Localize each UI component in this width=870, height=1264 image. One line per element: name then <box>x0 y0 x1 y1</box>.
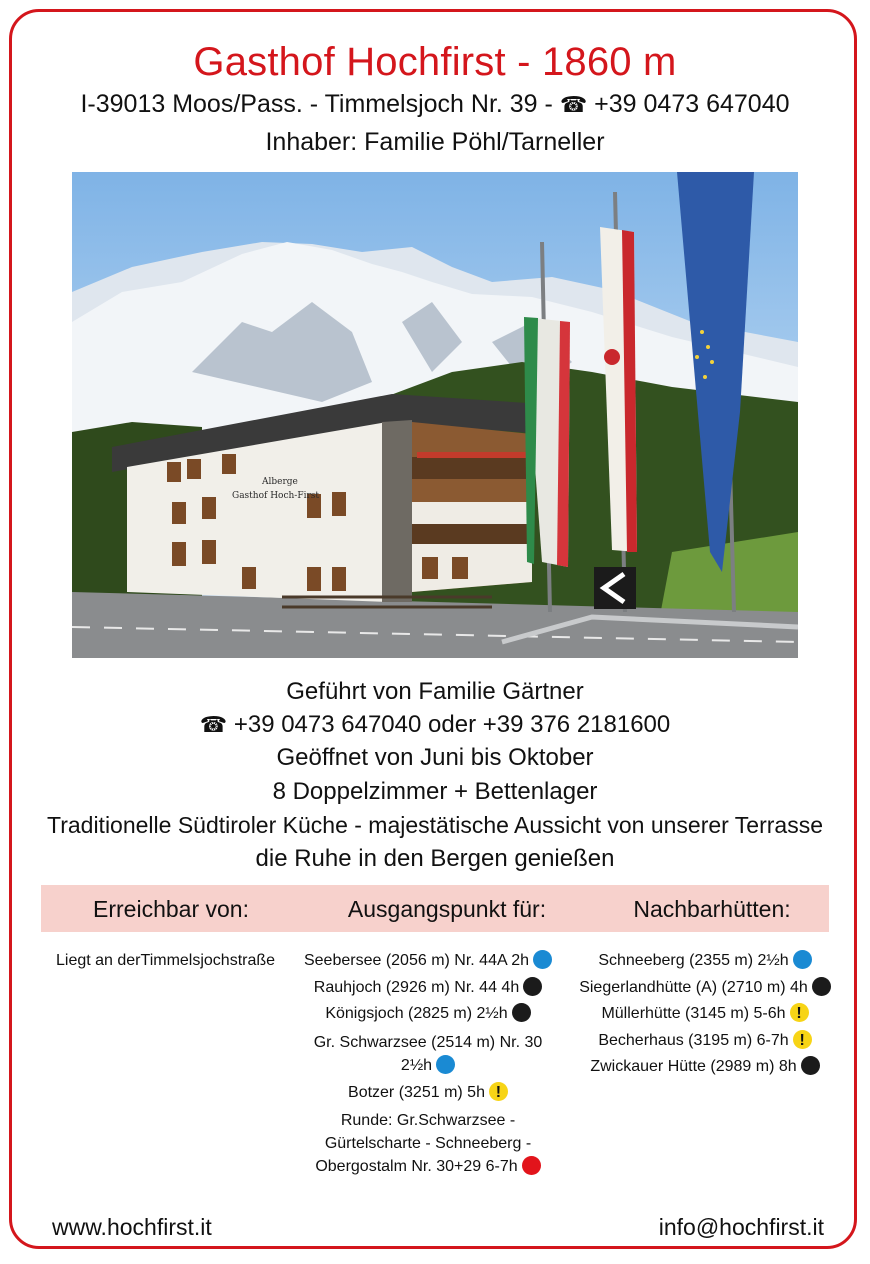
hut-text: Siegerlandhütte (A) (2710 m) 4h <box>579 978 808 996</box>
hut-item <box>570 1001 840 1028</box>
guesthouse-photo <box>72 172 798 658</box>
balcony-2 <box>412 524 532 544</box>
difficulty-black-icon <box>812 977 831 996</box>
huts-column <box>570 948 840 1081</box>
columns-header-band <box>41 885 829 932</box>
huts-header: Nachbarhütten: <box>633 896 791 922</box>
tour-item <box>300 1028 556 1080</box>
telephone-icon: ☎ <box>199 713 228 738</box>
difficulty-red-icon <box>522 1156 541 1175</box>
website-link[interactable]: www.hochfirst.it <box>52 1214 212 1240</box>
hut-item <box>570 1054 840 1081</box>
page-title: Gasthof Hochfirst - 1860 m <box>193 40 677 84</box>
tour-text: Rauhjoch (2926 m) Nr. 44 4h <box>313 978 520 996</box>
tour-item <box>300 1001 556 1028</box>
phone-text: +39 0473 647040 <box>594 90 790 118</box>
tour-text: Gr. Schwarzsee (2514 m) Nr. 30 2½h <box>313 1033 543 1074</box>
tour-item <box>300 948 556 975</box>
managed-by: Geführt von Familie Gärtner <box>286 678 584 705</box>
guesthouse-photo-illustration <box>72 172 798 658</box>
tour-text: Königsjoch (2825 m) 2½h <box>325 1005 508 1022</box>
house-stone <box>382 420 412 602</box>
hut-item <box>570 975 840 1002</box>
telephone-icon: ☎ <box>559 93 588 118</box>
hut-item <box>570 948 840 975</box>
opening-season: Geöffnet von Juni bis Oktober <box>276 744 594 771</box>
cuisine-info: Traditionelle Südtiroler Küche - majestätische Aussicht von unserer Terrasse <box>47 812 823 838</box>
difficulty-blue-icon <box>436 1055 455 1074</box>
difficulty-alpine-icon <box>489 1082 508 1101</box>
reach-column <box>56 948 275 975</box>
balcony-flowers <box>417 452 527 458</box>
tyrol-eagle <box>604 349 620 365</box>
difficulty-blue-icon <box>533 950 552 969</box>
address-line <box>0 90 870 119</box>
email-link[interactable]: info@hochfirst.it <box>658 1214 824 1240</box>
difficulty-black-icon <box>523 977 542 996</box>
reach-header: Erreichbar von: <box>93 896 249 922</box>
difficulty-alpine-icon <box>790 1003 809 1022</box>
start-column <box>300 948 556 1181</box>
owner-line: Inhaber: Familie Pöhl/Tarneller <box>265 128 605 156</box>
contact-phones-text: +39 0473 647040 oder +39 376 2181600 <box>233 711 671 738</box>
tour-item <box>300 1106 556 1181</box>
hut-text: Schneeberg (2355 m) 2½h <box>598 952 789 969</box>
difficulty-alpine-icon <box>793 1030 812 1049</box>
calm-info: die Ruhe in den Bergen genießen <box>255 845 615 872</box>
tour-item <box>300 1080 556 1107</box>
contact-phones <box>0 711 870 739</box>
house-sign-line1: Alberge <box>262 477 298 487</box>
tour-text: Runde: Gr.Schwarzsee - Gürtelscharte - Schneeberg - Obergostalm Nr. 30+29 6-7h <box>315 1112 532 1175</box>
reach-item: Liegt an derTimmelsjochstraße <box>56 952 276 969</box>
rooms-info: 8 Doppelzimmer + Bettenlager <box>272 778 598 805</box>
difficulty-black-icon <box>801 1056 820 1075</box>
difficulty-black-icon <box>512 1003 531 1022</box>
tour-item <box>300 975 556 1002</box>
house-sign-line2: Gasthof Hoch-First <box>232 491 320 501</box>
hut-text: Zwickauer Hütte (2989 m) 8h <box>590 1058 797 1075</box>
difficulty-blue-icon <box>793 950 812 969</box>
hut-text: Müllerhütte (3145 m) 5-6h <box>601 1005 786 1022</box>
hut-text: Becherhaus (3195 m) 6-7h <box>598 1031 789 1049</box>
address-text: I-39013 Moos/Pass. - Timmelsjoch Nr. 39 - <box>80 90 553 118</box>
tour-text: Botzer (3251 m) 5h <box>348 1083 485 1101</box>
tour-text: Seebersee (2056 m) Nr. 44A 2h <box>303 952 530 969</box>
start-header: Ausgangspunkt für: <box>347 896 547 922</box>
hut-item <box>570 1028 840 1055</box>
balcony <box>412 457 532 479</box>
